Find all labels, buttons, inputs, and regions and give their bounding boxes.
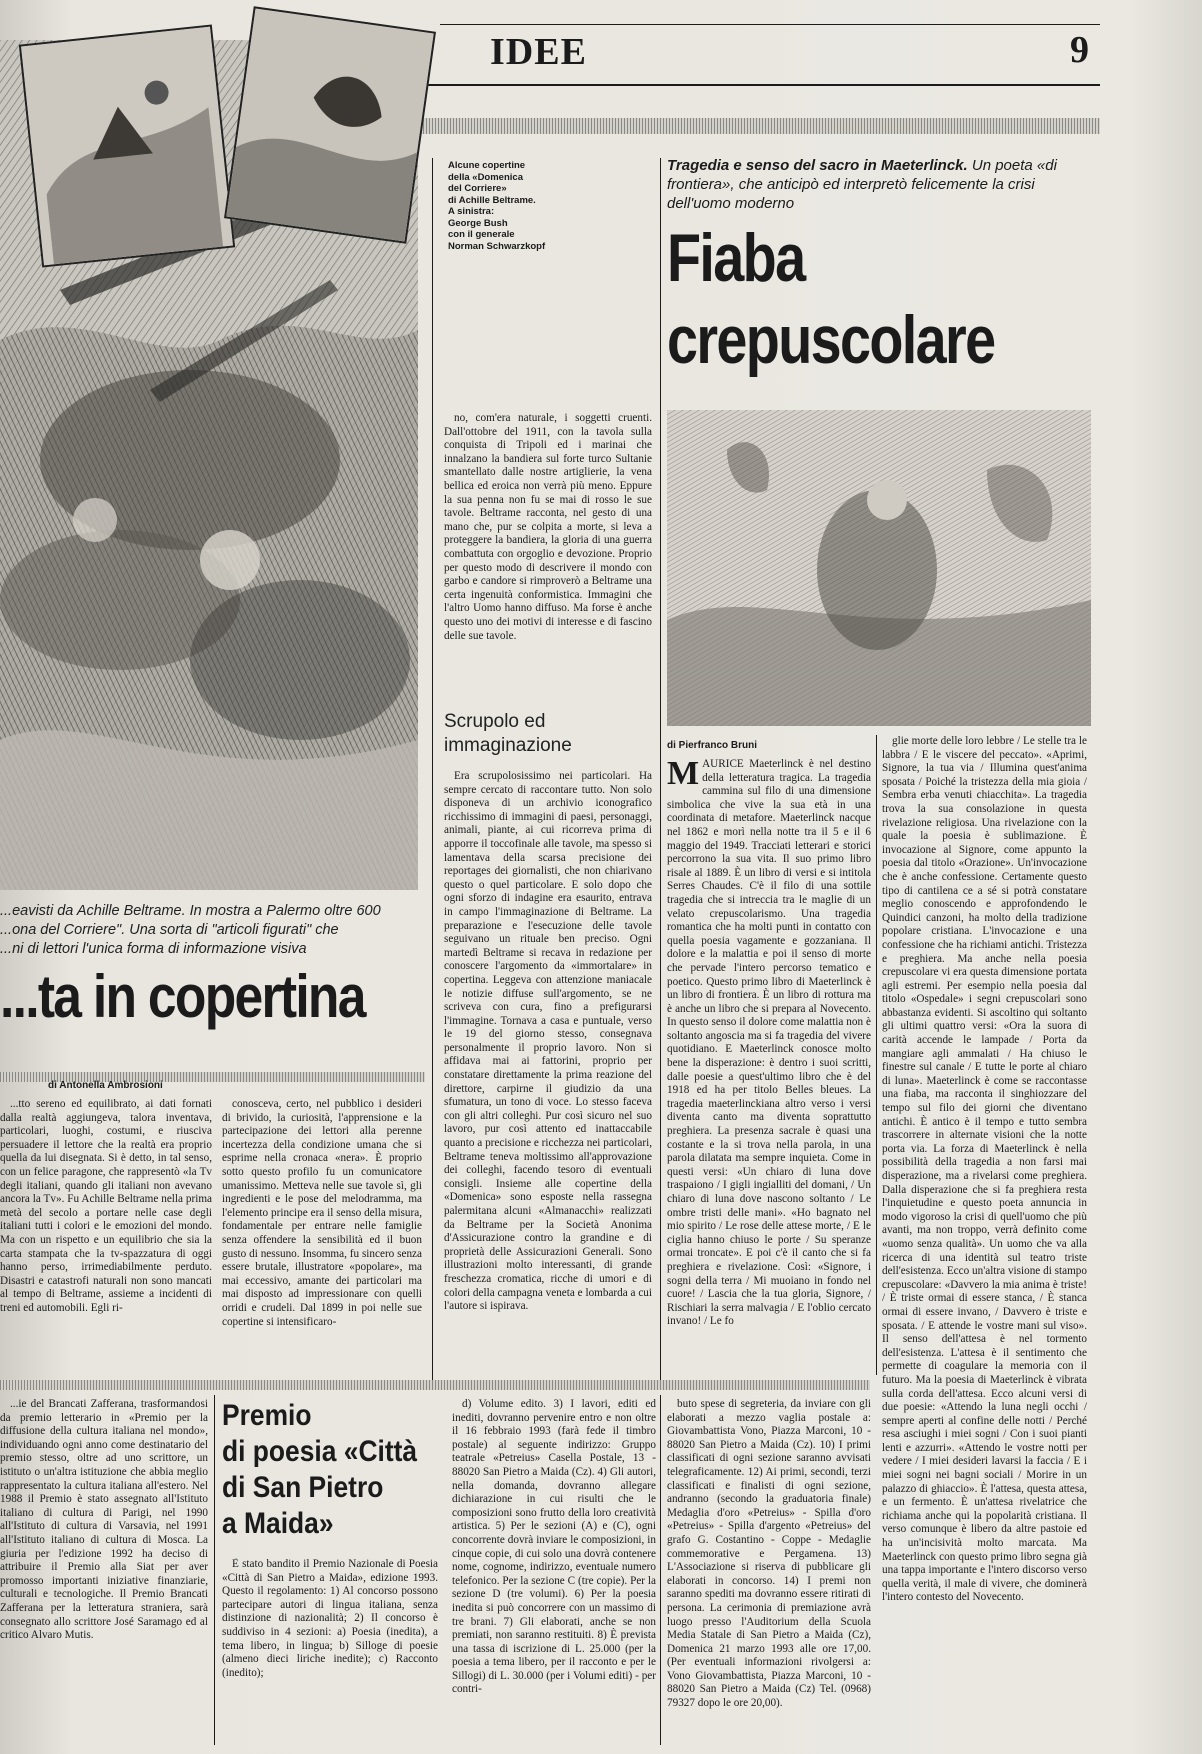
left-col-2-text: conosceva, certo, nel pubblico i desideri di brivido, la curiosità, l'apprensione e la partecipazione dei lettori alla perenne incertezza della condizione umana che si esprime nella cronaca «nera». È proprio sotto questo profilo fu un comunicatore umanissimo. Metteva nelle sue tavole sì, gli ingredienti e le pose del melodramma, ma l'elemento principe era il senso della misura, fondamentale per entrare nelle famiglie senza offendere la sensibilità ed il buon gusto di nessuno. Insomma, fu sincero senza essere brutale, illustratore «popolare», ma mai eccessivo, amante dei particolari ma mai disposto ad impressionare con quelli orridi e crudeli. Dal 1899 in poi nelle sue copertine si intensificaro-: [222, 1098, 422, 1328]
inset-cover-2: [224, 6, 436, 244]
image-caption-line-4: di Achille Beltrame.: [448, 194, 536, 206]
premio-title-line-3: di San Pietro: [222, 1471, 384, 1504]
premio-col-3: [667, 1398, 871, 1743]
premio-rule-2: [660, 1395, 661, 1745]
premio-title-line-1: Premio: [222, 1399, 312, 1432]
center-col-bottom: [444, 770, 652, 1380]
premio-title-line-4: a Maida»: [222, 1507, 334, 1540]
right-col-2: [882, 735, 1087, 1740]
header-rule: [400, 84, 1100, 86]
premio-col-2: [452, 1398, 656, 1743]
premio-col-0-text: ...ie del Brancati Zafferana, trasformandosi da premio letterario in «Premio per la diffusione della cultura italiana nel mondo», individuando ogni anno come destinatario del premio stesso, oltre ad uno scrittore, un istituto o un'altra istituzione che abbia meglio rappresentato la cultura italiana all'estero. Nel 1988 il Premio è stato assegnato all'Istituto italiano di cultura di Parigi, nel 1990 all'Istituto di cultura di Varsavia, nel 1991 all'Istituto italiano di cultura di Mosca. La giuria per l'edizione 1992 ha deciso di attribuire il Premio alla Siat per aver promosso importanti iniziative finanziarie, culturali e tecnologiche. Il Premio Brancati Zafferana per la letteratura straniera, sarà consegnato allo scrittore José Saramago ed al critico Alvaro Mutis.: [0, 1398, 208, 1642]
right-col-1: [667, 758, 871, 1373]
image-caption: [448, 160, 648, 252]
fairy-tale-image: [667, 410, 1091, 726]
premio-title-line-2: di poesia «Città: [222, 1435, 418, 1468]
image-caption-line-5: A sinistra:: [448, 206, 495, 217]
inset-cover-2-image: [226, 8, 433, 241]
right-col-1-text: AURICE Maeterlinck è nel destino della letteratura tragica. La tragedia cammina sul filo di una dimensione simbolica che vive la sua età in una coordinata di metafore. Maeterlinck nacque nel 1862 e morì nella notte tra il 5 e il 6 maggio del 1949. Tracciati letterari e storici percorrono la sua vita. Il suo primo libro risale al 1889. È un libro di versi e si intitola Serres Chaudes. C'è il filo di una sottile tragedia che si intreccia tra le maglie di un velato crepuscolarismo. Una tragedia romantica che ha molti punti in contatto con quella poesia vagamente e gozzaniana. Il dolore e la malattia e poi il senso di morte che pervade l'intero percorso tematico e poetico. Questo primo libro di Maeterlinck è un libro di frontiera. È un libro di rottura ma è anche un libro che si prepara al Novecento. In questo senso il dolore come malattia non è soltanto angoscia ma si fa tragedia del vivere quotidiano. E Maeterlinck conosce molto bene la disperazione: è dentro i suoi scritti, dalle poesie a quest'ultimo libro che è del 1918 ed ha per titolo Belles bleues. La tragedia maeterlinckiana altro verso i versi diventa canto ma diventa soprattutto preghiera. La presenza sacrale è quasi una costante e la si trova nella parola, in una parola dilatata ma sempre inquieta. Come in questi versi: «Un chiaro di luna dove traspaiono / I gigli ingialliti del domani, / Un chiaro di luna dove nascono soltanto / Le ombre tristi delle mani». «Ho bagnato nel mio spirito / Le rose delle attese morte, / E le ciglia hanno chiuso le porte / Su speranze ormai troncate». E poi c'è il canto che si fa preghiera e rivelazione. Così: «Signore, i sogni della terra / Mi muoiano in fondo nel cuore! / Lascia che la tua gloria, Signore, / Rischiari la serra malvagia / E l'oblio cercato invano! / Le fo: [667, 758, 871, 1328]
section-title: IDEE: [490, 31, 587, 73]
inset-cover-1-image: [21, 27, 233, 266]
right-headline-1: Fiaba: [667, 220, 805, 296]
premio-col-1: [222, 1558, 438, 1743]
center-col-top: [444, 412, 652, 698]
premio-col-0: [0, 1398, 208, 1743]
right-kicker-rest: Un poeta «di frontiera», che anticipò ed interpretò felicemente la crisi dell'uomo moderno: [667, 157, 1057, 212]
right-byline: di Pierfranco Bruni: [667, 740, 758, 751]
inset-cover-1: [19, 24, 235, 267]
header-top-rule: [440, 24, 1100, 25]
image-caption-line-2: della «Domenica: [448, 171, 523, 183]
center-col-top-text: no, com'era naturale, i soggetti cruenti. Dall'ottobre del 1911, con la tavola sulla conquista di Tripoli ed i marinai che innalzano la bandiera sul forte turco Sultanie smantellato dalle nostre artiglierie, la vena bellica ed eroica non verrà più meno. Eppure la sua penna non fu se mai di rosso le sue tavole. Beltrame racconta, nel gesto di una mano che, pur se colpita a morte, si leva a proteggere la bandiera, la gloria di una guerra combattuta con orgoglio e devozione. Proprio per questo modo di descrivere il mondo con garbo e candore si rimproverò a Beltrame una certa ingenuità conformistica. Immagini che l'altro Uomo hanno diffuso. Ma forse è anche questo uno dei motivi di interesse e di fascino delle sue tavole.: [444, 412, 652, 642]
premio-tint-bar: [0, 1380, 870, 1390]
right-col-2-text: glie morte delle loro lebbre / Le stelle tra le labbra / E le viscere del peccato». «Aprimi, Signore, la tua via / Illumina quest'anima sposata / Poiché la tristezza della mia gioia / Sembra erba venuti chiacchita». La tragedia trova la sua consolazione in questa rivelazione religiosa. Una rivelazione con la quale la poesia è sublimazione. È invocazione al Signore, come appunto la poesia dal titolo «Orazione». Un'invocazione che è anche confessione. Certamente questo tipo di cantilena ce a sé si potrà constatare meglio conoscendo e approfondendo le Quindici canzoni, ha molto della tradizione popolare cristiana. L'invocazione e una confessione che ha richiami antichi. Tristezza e preghiera. Ma anche nella poesia crepuscolare vi era questa dimensione portata agli estremi. Per esempio nella poesia dal titolo «Ospedale» i segni crepuscolari sono abbastanza evidenti. Si ascoltino qui soltanto gli ultimi quattro versi: «Ora la suora di carità accende le lampade / Porta da mangiare agli ammalati / Ha chiuso le finestre sul canale / E tutte le porte al chiaro di luna». Maeterlinck è come se raccontasse una fiaba, ma racconta il singhiozzare del tempo sul filo dei giorni che diventano antichi. È antico è il tempo e tutto sembra trascorrere in alternate visioni che la notte porta via. La forza di Maeterlinck è nella possibilità della tragedia a non farsi mai disperazione, ma a rivelarsi come preghiera. Dalla disperazione che si fa preghiera resta l'inquietudine e questo poeta annuncia in modo vigoroso la crisi di quell'uomo che più avanti, ma non troppo, verrà definito come «uomo senza qualità». Un uomo che va alla ricerca di una identità sul teatro triste dell'esistenza. Ecco un'altra visione di stampo crepuscolare: «Davvero la mia anima è triste! / È triste ormai di essere stanca, / È stanca ormai di essere invano, / Davvero è triste e sposata. / E attende le vostre mani sul viso». Il senso dell'attesa è nel tormento dell'esistenza. L'attesa è il sentimento che permette di coagulare la memoria con il futuro. Ma la poesia di Maeterlinck è vibrata sulla corda dell'attesa. Ecco alcuni versi di due poesie: «Attendo la luna negli occhi / sempre aperti al confine delle notti / Perché resa asciughi i miei sogni / Con i suoi pianti lenti e azzurri». «Attendo le vostre notti per vedere / I miei desideri lavarsi la faccia / E i miei sogni nei bagni sociali / Morire in un palazzo di ghiaccio». È l'attesa, questa attesa, e un fermento. È un'attesa rivelatrice che richiama anche qui la popolarità cristiana. Il verso comunque è libero da altre pastoie ed ha un'incisività molto marcata. Ma Maeterlinck con questo primo libro segna già una tappa importante e l'intero discorso verso quella verità, il male di vivere, che dominerà l'intero contesto del Novecento.: [882, 735, 1087, 1604]
left-byline: di Antonella Ambrosioni: [48, 1080, 163, 1091]
left-col-1: [0, 1098, 212, 1378]
premio-col-2-text: d) Volume edito. 3) I lavori, editi ed inediti, dovranno pervenire entro e non oltre il 16 febbraio 1993 (farà fede il timbro postale) al seguente indirizzo: Gruppo teatrale «Petreius» Casella Postale, 13 - 88020 San Pietro a Maida (Cz). 4) Gli autori, nella domanda, dovranno allegare dichiarazione in cui risulti che le composizioni sono frutto della loro creatività artistica. 5) Per le sezioni (A) e (C), ogni concorrente dovrà inviare le composizioni, in cinque copie, di cui solo una dovrà contenere nome, cognome, indirizzo, eventuale numero telefonico. Per la sezione C (tre copie). Per la sezione D (tre volumi). 6) Per la poesia inedita si può concorrere con un massimo di tre brani. 7) Gli elaborati, anche se non premiati, non saranno restituiti. 8) È prevista una tassa di iscrizione di L. 25.000 (per la poesia a tema libero, per il racconto e per le Sillogi) di L. 30.000 (per i Volumi editi) - per contri-: [452, 1398, 656, 1696]
center-left-rule: [432, 158, 433, 1388]
dropcap-letter: M: [667, 758, 700, 792]
image-caption-line-7: con il generale: [448, 229, 515, 240]
image-caption-line-6: George Bush: [448, 217, 508, 229]
page-number: 9: [1070, 29, 1089, 71]
left-col-1-text: ...tto sereno ed equilibrato, ai dati fornati dalla realtà aggiungeva, talora inventava, particolari, luoghi, costumi, e riusciva persuadere il lettore che la realtà era proprio quella da lui disegnata. Si è detto, in tal senso, con un felice paragone, che rappresentò «la Tv degli italiani, quando gli italiani non avevano ancora la Tv». Fu Achille Beltrame nella prima metà del secolo a portare nelle case degli italiani tutti i colori e le emozioni del mondo. Ma con un rispetto e un equilibrio che sia la carta stampata che la tv-spazzatura di oggi hanno perso, irrimediabilmente perduto. Disastri e catastrofi naturali non sono mancati al tempo di Beltrame, assieme a incidenti di treni ed automobili. Egli ri-: [0, 1098, 212, 1314]
center-col-bottom-text: Era scrupolosissimo nei particolari. Ha sempre cercato di raccontare tutto. Non solo disponeva di un archivio iconografico ricchissimo di immagini di paesi, personaggi, animali, piante, ai cui ricorreva prima di apporre il toccofinale alle tavole, ma spesso si lamentava della scarsa precisione dei reportages dei giornalisti, che non chiarivano questo o quel particolare. E solo dopo che ogni sforzo di indagine era esaurito, entrava in campo l'immaginazione di Beltrame. La preparazione e l'esecuzione delle tavole seguivano un rituale ben preciso. Ogni martedì Beltrame si recava in redazione per conoscere l'argomento da «immortalare» in copertina. Leggeva con attenzione maniacale le notizie diffuse sull'argomento, se ne scriveva con cura, fino a prefigurarsi l'immagine. Tornava a casa e puntuale, verso le 19 del giorno stesso, consegnava personalmente il proprio lavoro. Non si affidava mai ai fattorini, proprio per constatare direttamente la prima reazione del direttore, carpirne il giudizio da una sfumatura, un tono di voce. Lo stesso faceva con gli altri colleghi. Pur così sicuro nel suo lavoro, pur così attento ed inattaccabile quanto a precisione e ricchezza nei particolari, Beltrame teneva moltissimo all'approvazione dei colleghi, facendo tesoro di eventuali consigli. Insieme alle copertine della «Domenica» sono esposte nella rassegna palermitana alcuni «Almanacchi» realizzati da Beltrame per la Società Anonima d'Assicurazione contro la grandine e di proprietà delle Assicurazioni Generali. Sono illustrazioni molto interessanti, di grande freschezza cromatica, ricche di umori e di colori della campagna veneta e lombarda a cui l'autore si ispirava.: [444, 770, 652, 1313]
right-kicker-bold: Tragedia e senso del sacro in Maeterlinck.: [667, 157, 968, 174]
center-subhead: Scrupolo ed immaginazione: [444, 711, 572, 756]
premio-col-1-text: È stato bandito il Premio Nazionale di Poesia «Città di San Pietro a Maida», edizione 1993. Questo il regolamento: 1) Al concorso possono partecipare autori di lingua italiana, senza distinzione di nazionalità; 2) Il concorso è suddiviso in 4 sezioni: a) Poesia (inedita), a tema libero, in lingua; b) Silloge di poesie (almeno dieci liriche inedite); c) Racconto (inedito);: [222, 1558, 438, 1679]
left-caption-line-3: ...ni di lettori l'unica forma di informazione visiva: [0, 941, 307, 957]
premio-title: [222, 1398, 417, 1542]
image-caption-line-8: Norman Schwarzkopf: [448, 240, 546, 252]
left-caption-line-1: ...eavisti da Achille Beltrame. In mostra a Palermo oltre 600: [0, 903, 381, 919]
left-caption-line-2: ...ona del Corriere". Una sorta di "articoli figurati" che: [0, 922, 339, 938]
maeterlinck-illustration: [667, 410, 1091, 726]
image-caption-line-3: del Corriere»: [448, 183, 507, 194]
left-headline: ...ta in copertina: [0, 963, 365, 1030]
premio-rule-1: [214, 1395, 215, 1745]
right-headline-2: crepuscolare: [667, 302, 995, 378]
premio-col-3-text: buto spese di segreteria, da inviare con gli elaborati a mezzo vaglia postale a: Giovambattista Vono, Piazza Marconi, 10 - 88020 San Pietro a Maida (Cz). 10) I primi classificati di ogni sezione saranno avvisati telegraficamente. 12) Ai primi, secondi, terzi classificati e finalisti di ogni sezione, andranno (secondo la graduatoria finale) Medaglia d'oro «Petreius» - Spilla d'oro «Petreius» - Spilla d'argento «Petreius» del grafo G. Costantino - Coppe - Medaglie commemorative e Pergamena. 13) L'Associazione si riserva di pubblicare gli elaborati in concorso. 14) I premi non saranno spediti ma dovranno essere ritirati di persona. La cerimonia di premiazione avrà luogo presso l'Auditorium della Scuola Media Statale di San Pietro a Maida (Cz), Domenica 21 marzo 1993 alle ore 17,00. (Per eventuali informazioni rivolgersi a: Vono Giovambattista, Piazza Marconi, 10 - 88020 San Pietro a Maida (Cz) Tel. (0968) 79327 dopo le ore 20,00).: [667, 1398, 871, 1710]
left-col-2: [222, 1098, 422, 1378]
left-caption: [0, 902, 420, 959]
image-caption-line-1: Alcune copertine: [448, 160, 526, 171]
center-right-rule: [660, 158, 661, 1388]
right-col-rule: [876, 735, 877, 1375]
right-kicker: [667, 156, 1087, 213]
